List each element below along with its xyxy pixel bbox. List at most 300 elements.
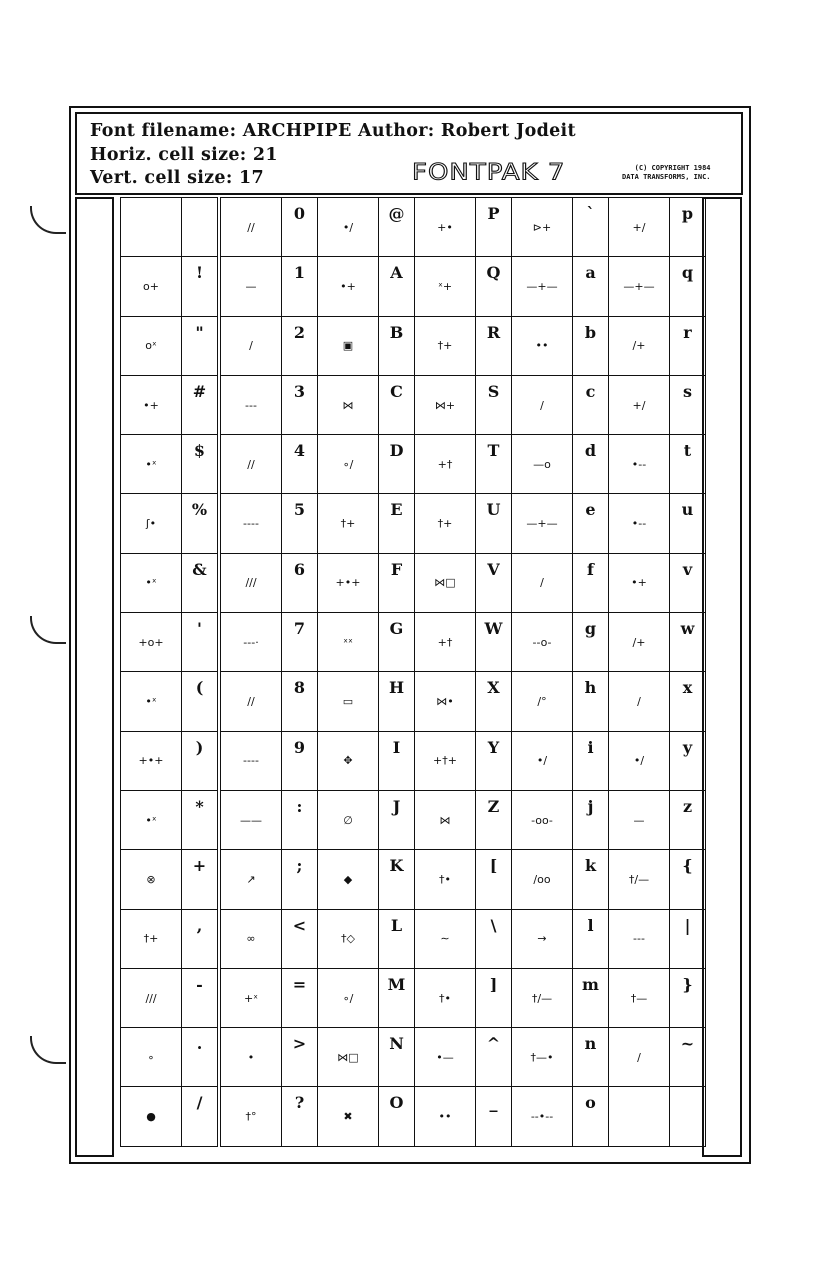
- keyboard-char: c: [573, 375, 609, 434]
- keyboard-char: }: [670, 968, 706, 1027]
- keyboard-char: @: [379, 198, 415, 257]
- pipe-symbol-glyph: •--: [609, 494, 670, 553]
- keyboard-char: ^: [476, 1028, 512, 1087]
- pipe-symbol-glyph: —: [221, 257, 282, 316]
- pipe-symbol-glyph: †—•: [512, 1028, 573, 1087]
- table-row: [121, 257, 218, 316]
- keyboard-char: y: [670, 731, 706, 790]
- pipe-symbol-glyph: ∕oo: [512, 850, 573, 909]
- table-row: [415, 494, 512, 553]
- table-row: [318, 850, 415, 909]
- horiz-cell-size: Horiz. cell size: 21: [90, 145, 278, 165]
- table-row: [415, 731, 512, 790]
- table-row: [318, 257, 415, 316]
- pipe-symbol-glyph: →: [512, 909, 573, 968]
- pipe-symbol-glyph: +•+: [318, 553, 379, 612]
- keyboard-char: [670, 1087, 706, 1146]
- table-row: [415, 909, 512, 968]
- table-row: [318, 790, 415, 849]
- keyboard-char: M: [379, 968, 415, 1027]
- table-row: [415, 553, 512, 612]
- table-row: [318, 613, 415, 672]
- keyboard-char: S: [476, 375, 512, 434]
- pipe-symbol-glyph: ˣˣ: [318, 613, 379, 672]
- table-row: [609, 553, 706, 612]
- pipe-symbol-glyph: ∕∕: [221, 672, 282, 731]
- table-row: [609, 968, 706, 1027]
- binder-hole: [30, 206, 66, 234]
- table-row: [512, 790, 609, 849]
- pipe-symbol-glyph: •—: [415, 1028, 476, 1087]
- table-row: [318, 553, 415, 612]
- pipe-symbol-glyph: ◆: [318, 850, 379, 909]
- pipe-symbol-glyph: †°: [221, 1087, 282, 1146]
- table-row: [512, 850, 609, 909]
- keyboard-char: Y: [476, 731, 512, 790]
- pipe-symbol-glyph: ∘: [121, 1028, 182, 1087]
- table-row: [512, 553, 609, 612]
- pipe-symbol-glyph: ↗: [221, 850, 282, 909]
- table-row: [415, 790, 512, 849]
- keyboard-char: x: [670, 672, 706, 731]
- keyboard-char: =: [282, 968, 318, 1027]
- table-row: [512, 1087, 609, 1146]
- vert-cell-size: Vert. cell size: 17: [90, 168, 264, 188]
- table-row: [609, 613, 706, 672]
- table-row: [512, 731, 609, 790]
- copyright-line-1: (C) COPYRIGHT 1984: [634, 164, 711, 172]
- pipe-symbol-glyph: ⋈•: [415, 672, 476, 731]
- pipe-symbol-glyph: †+: [318, 494, 379, 553]
- keyboard-char: 7: [282, 613, 318, 672]
- table-row: [512, 613, 609, 672]
- pipe-symbol-glyph: •∕: [318, 198, 379, 257]
- pipe-symbol-glyph: †+: [121, 909, 182, 968]
- table-row: [609, 257, 706, 316]
- table-row: [609, 1087, 706, 1146]
- keyboard-char: H: [379, 672, 415, 731]
- pipe-symbol-glyph: •+: [121, 375, 182, 434]
- pipe-symbol-glyph: ∘∕: [318, 435, 379, 494]
- table-row: [121, 316, 218, 375]
- pipe-symbol-glyph: +†+: [415, 731, 476, 790]
- left-margin-column: [75, 197, 114, 1157]
- keyboard-char: m: [573, 968, 609, 1027]
- pipe-symbol-glyph: †—: [609, 968, 670, 1027]
- keyboard-char: B: [379, 316, 415, 375]
- pipe-symbol-glyph: †+: [415, 316, 476, 375]
- table-row: [512, 257, 609, 316]
- keyboard-char: a: [573, 257, 609, 316]
- table-row: [512, 909, 609, 968]
- table-row: [609, 494, 706, 553]
- pipe-symbol-glyph: --•--: [512, 1087, 573, 1146]
- keyboard-char: v: [670, 553, 706, 612]
- keyboard-char: !: [182, 257, 218, 316]
- pipe-symbol-glyph: ∕+: [609, 316, 670, 375]
- keyboard-char: [: [476, 850, 512, 909]
- keyboard-char: z: [670, 790, 706, 849]
- keyboard-char: R: [476, 316, 512, 375]
- keyboard-char: h: [573, 672, 609, 731]
- keyboard-char: ;: [282, 850, 318, 909]
- table-row: [318, 968, 415, 1027]
- pipe-symbol-glyph: —o: [512, 435, 573, 494]
- table-row: [221, 850, 318, 909]
- keyboard-char: V: [476, 553, 512, 612]
- keyboard-char: E: [379, 494, 415, 553]
- keyboard-char: L: [379, 909, 415, 968]
- table-row: [221, 316, 318, 375]
- keyboard-char: f: [573, 553, 609, 612]
- pipe-symbol-glyph: +∕: [609, 198, 670, 257]
- pipe-symbol-glyph: ∕+: [609, 613, 670, 672]
- pipe-symbol-glyph: ∕: [609, 672, 670, 731]
- keyboard-char: D: [379, 435, 415, 494]
- keyboard-char: 1: [282, 257, 318, 316]
- keyboard-char: {: [670, 850, 706, 909]
- pipe-symbol-glyph: •+: [318, 257, 379, 316]
- pipe-symbol-glyph: ∞: [221, 909, 282, 968]
- pipe-symbol-glyph: +ˣ: [221, 968, 282, 1027]
- table-row: [121, 375, 218, 434]
- pipe-symbol-glyph: ∕∕: [221, 435, 282, 494]
- keyboard-char: %: [182, 494, 218, 553]
- table-row: [221, 1087, 318, 1146]
- table-row: [512, 672, 609, 731]
- pipe-symbol-glyph: +†: [415, 435, 476, 494]
- pipe-symbol-glyph: †◇: [318, 909, 379, 968]
- table-row: [512, 198, 609, 257]
- keyboard-char: 2: [282, 316, 318, 375]
- char-table: [511, 197, 609, 1147]
- keyboard-char: 6: [282, 553, 318, 612]
- pipe-symbol-glyph: ∕°: [512, 672, 573, 731]
- keyboard-char: 5: [282, 494, 318, 553]
- char-table: [414, 197, 512, 1147]
- keyboard-char: Z: [476, 790, 512, 849]
- table-row: [221, 198, 318, 257]
- keyboard-char: \: [476, 909, 512, 968]
- keyboard-char: p: [670, 198, 706, 257]
- table-row: [318, 375, 415, 434]
- pipe-symbol-glyph: —+—: [609, 257, 670, 316]
- keyboard-char: n: [573, 1028, 609, 1087]
- table-row: [318, 494, 415, 553]
- table-row: [609, 316, 706, 375]
- keyboard-char: U: [476, 494, 512, 553]
- table-row: [512, 968, 609, 1027]
- char-table: [120, 197, 218, 1147]
- keyboard-char: u: [670, 494, 706, 553]
- pipe-symbol-glyph: ⊗: [121, 850, 182, 909]
- table-row: [609, 850, 706, 909]
- keyboard-char: (: [182, 672, 218, 731]
- keyboard-char: s: [670, 375, 706, 434]
- table-row: [221, 553, 318, 612]
- pipe-symbol-glyph: ----: [221, 731, 282, 790]
- pipe-symbol-glyph: †∕—: [609, 850, 670, 909]
- keyboard-char: ]: [476, 968, 512, 1027]
- table-row: [318, 731, 415, 790]
- keyboard-char: g: [573, 613, 609, 672]
- keyboard-char: -: [182, 968, 218, 1027]
- keyboard-char: $: [182, 435, 218, 494]
- table-row: [121, 909, 218, 968]
- table-row: [512, 494, 609, 553]
- right-margin-column: [702, 197, 742, 1157]
- table-row: [121, 790, 218, 849]
- pipe-symbol-glyph: ---: [609, 909, 670, 968]
- table-row: [121, 731, 218, 790]
- table-row: [609, 435, 706, 494]
- pipe-symbol-glyph: ••: [512, 316, 573, 375]
- table-row: [121, 613, 218, 672]
- keyboard-char: &: [182, 553, 218, 612]
- char-column: [220, 197, 316, 1159]
- pipe-symbol-glyph: ••: [415, 1087, 476, 1146]
- pipe-symbol-glyph: [121, 198, 182, 257]
- pipe-symbol-glyph: ∕: [512, 553, 573, 612]
- keyboard-char: P: [476, 198, 512, 257]
- keyboard-char: ~: [670, 1028, 706, 1087]
- table-row: [121, 198, 218, 257]
- pipe-symbol-glyph: ∕∕∕: [121, 968, 182, 1027]
- table-row: [512, 435, 609, 494]
- table-row: [609, 731, 706, 790]
- pipe-symbol-glyph: •∕: [512, 731, 573, 790]
- pipe-symbol-glyph: †•: [415, 968, 476, 1027]
- pipe-symbol-glyph: •ˣ: [121, 672, 182, 731]
- char-table: [220, 197, 318, 1147]
- pipe-symbol-glyph: +†: [415, 613, 476, 672]
- table-row: [415, 257, 512, 316]
- pipe-symbol-glyph: ⋈+: [415, 375, 476, 434]
- pipe-symbol-glyph: ∕∕: [221, 198, 282, 257]
- pipe-symbol-glyph: +∕: [609, 375, 670, 434]
- table-row: [609, 672, 706, 731]
- pipe-symbol-glyph: ∕∕∕: [221, 553, 282, 612]
- keyboard-char: 3: [282, 375, 318, 434]
- keyboard-char: 0: [282, 198, 318, 257]
- pipe-symbol-glyph: ∅: [318, 790, 379, 849]
- table-row: [221, 672, 318, 731]
- table-row: [318, 1087, 415, 1146]
- keyboard-char: O: [379, 1087, 415, 1146]
- keyboard-char: r: [670, 316, 706, 375]
- pipe-symbol-glyph: ✖: [318, 1087, 379, 1146]
- table-row: [609, 198, 706, 257]
- table-row: [318, 1028, 415, 1087]
- pipe-symbol-glyph: ---·: [221, 613, 282, 672]
- pipe-symbol-glyph: ⋈□: [415, 553, 476, 612]
- pipe-symbol-glyph: —+—: [512, 257, 573, 316]
- keyboard-char: k: [573, 850, 609, 909]
- keyboard-char: _: [476, 1087, 512, 1146]
- pipe-symbol-glyph: •∕: [609, 731, 670, 790]
- pipe-symbol-glyph: [609, 1087, 670, 1146]
- table-row: [221, 790, 318, 849]
- keyboard-char: *: [182, 790, 218, 849]
- pipe-symbol-glyph: +•: [415, 198, 476, 257]
- pipe-symbol-glyph: ✥: [318, 731, 379, 790]
- keyboard-char: [182, 198, 218, 257]
- pipe-symbol-glyph: ⋈: [415, 790, 476, 849]
- table-row: [415, 1087, 512, 1146]
- pipe-symbol-glyph: ⋈: [318, 375, 379, 434]
- keyboard-char: :: [282, 790, 318, 849]
- keyboard-char: C: [379, 375, 415, 434]
- pipe-symbol-glyph: --o-: [512, 613, 573, 672]
- pipe-symbol-glyph: ▭: [318, 672, 379, 731]
- table-row: [121, 968, 218, 1027]
- pipe-symbol-glyph: +o+: [121, 613, 182, 672]
- keyboard-char: /: [182, 1087, 218, 1146]
- table-row: [121, 435, 218, 494]
- fontpak-logo: FONTPAK 7: [412, 160, 566, 186]
- keyboard-char: 9: [282, 731, 318, 790]
- table-row: [512, 375, 609, 434]
- pipe-symbol-glyph: ∼: [415, 909, 476, 968]
- pipe-symbol-glyph: ∘∕: [318, 968, 379, 1027]
- keyboard-char: ": [182, 316, 218, 375]
- table-row: [121, 850, 218, 909]
- char-column: [120, 197, 216, 1159]
- table-row: [415, 672, 512, 731]
- keyboard-char: X: [476, 672, 512, 731]
- keyboard-char: 4: [282, 435, 318, 494]
- keyboard-char: >: [282, 1028, 318, 1087]
- table-row: [221, 257, 318, 316]
- table-row: [318, 435, 415, 494]
- pipe-symbol-glyph: •ˣ: [121, 435, 182, 494]
- table-row: [221, 1028, 318, 1087]
- char-column: [511, 197, 607, 1159]
- pipe-symbol-glyph: ---: [221, 375, 282, 434]
- char-column: [317, 197, 413, 1159]
- keyboard-char: b: [573, 316, 609, 375]
- pipe-symbol-glyph: -oo-: [512, 790, 573, 849]
- table-row: [415, 375, 512, 434]
- keyboard-char: `: [573, 198, 609, 257]
- pipe-symbol-glyph: —: [609, 790, 670, 849]
- keyboard-char: ?: [282, 1087, 318, 1146]
- table-row: [415, 316, 512, 375]
- pipe-symbol-glyph: †∕—: [512, 968, 573, 1027]
- keyboard-char: ': [182, 613, 218, 672]
- keyboard-char: N: [379, 1028, 415, 1087]
- table-row: [221, 909, 318, 968]
- pipe-symbol-glyph: †•: [415, 850, 476, 909]
- char-table: [608, 197, 706, 1147]
- pipe-symbol-glyph: ʃ•: [121, 494, 182, 553]
- binder-hole: [30, 616, 66, 644]
- char-column: [608, 197, 704, 1159]
- keyboard-char: G: [379, 613, 415, 672]
- table-row: [415, 850, 512, 909]
- table-row: [221, 968, 318, 1027]
- pipe-symbol-glyph: •--: [609, 435, 670, 494]
- pipe-symbol-glyph: †+: [415, 494, 476, 553]
- keyboard-char: F: [379, 553, 415, 612]
- pipe-symbol-glyph: •ˣ: [121, 790, 182, 849]
- table-row: [221, 435, 318, 494]
- keyboard-char: A: [379, 257, 415, 316]
- table-row: [318, 316, 415, 375]
- keyboard-char: W: [476, 613, 512, 672]
- pipe-symbol-glyph: •: [221, 1028, 282, 1087]
- table-row: [221, 613, 318, 672]
- keyboard-char: <: [282, 909, 318, 968]
- table-row: [512, 316, 609, 375]
- table-row: [512, 1028, 609, 1087]
- pipe-symbol-glyph: ˣ+: [415, 257, 476, 316]
- keyboard-char: J: [379, 790, 415, 849]
- keyboard-char: K: [379, 850, 415, 909]
- table-row: [609, 1028, 706, 1087]
- keyboard-char: #: [182, 375, 218, 434]
- pipe-symbol-glyph: ●: [121, 1087, 182, 1146]
- table-row: [318, 909, 415, 968]
- pipe-symbol-glyph: ∕: [221, 316, 282, 375]
- keyboard-char: l: [573, 909, 609, 968]
- table-row: [121, 553, 218, 612]
- pipe-symbol-glyph: +•+: [121, 731, 182, 790]
- pipe-symbol-glyph: ⊳+: [512, 198, 573, 257]
- pipe-symbol-glyph: ----: [221, 494, 282, 553]
- table-row: [609, 909, 706, 968]
- pipe-symbol-glyph: ∕: [609, 1028, 670, 1087]
- table-row: [415, 1028, 512, 1087]
- keyboard-char: e: [573, 494, 609, 553]
- keyboard-char: o: [573, 1087, 609, 1146]
- font-info-line: Font filename: ARCHPIPE Author: Robert Jodeit: [90, 121, 576, 141]
- table-row: [415, 435, 512, 494]
- table-row: [415, 968, 512, 1027]
- pipe-symbol-glyph: o+: [121, 257, 182, 316]
- keyboard-char: j: [573, 790, 609, 849]
- pipe-symbol-glyph: ⋈□: [318, 1028, 379, 1087]
- table-row: [221, 375, 318, 434]
- char-table: [317, 197, 415, 1147]
- table-row: [121, 672, 218, 731]
- pipe-symbol-glyph: •+: [609, 553, 670, 612]
- keyboard-char: i: [573, 731, 609, 790]
- copyright-line-2: DATA TRANSFORMS, INC.: [622, 173, 711, 181]
- keyboard-char: T: [476, 435, 512, 494]
- copyright-notice: [622, 164, 711, 182]
- pipe-symbol-glyph: •ˣ: [121, 553, 182, 612]
- table-row: [415, 198, 512, 257]
- table-row: [318, 672, 415, 731]
- keyboard-char: ): [182, 731, 218, 790]
- table-row: [221, 731, 318, 790]
- table-row: [609, 790, 706, 849]
- table-row: [121, 494, 218, 553]
- keyboard-char: Q: [476, 257, 512, 316]
- keyboard-char: .: [182, 1028, 218, 1087]
- table-row: [415, 613, 512, 672]
- table-row: [318, 198, 415, 257]
- keyboard-char: I: [379, 731, 415, 790]
- binder-hole: [30, 1036, 66, 1064]
- keyboard-char: q: [670, 257, 706, 316]
- pipe-symbol-glyph: ——: [221, 790, 282, 849]
- table-row: [121, 1028, 218, 1087]
- pipe-symbol-glyph: ▣: [318, 316, 379, 375]
- table-row: [609, 375, 706, 434]
- keyboard-char: d: [573, 435, 609, 494]
